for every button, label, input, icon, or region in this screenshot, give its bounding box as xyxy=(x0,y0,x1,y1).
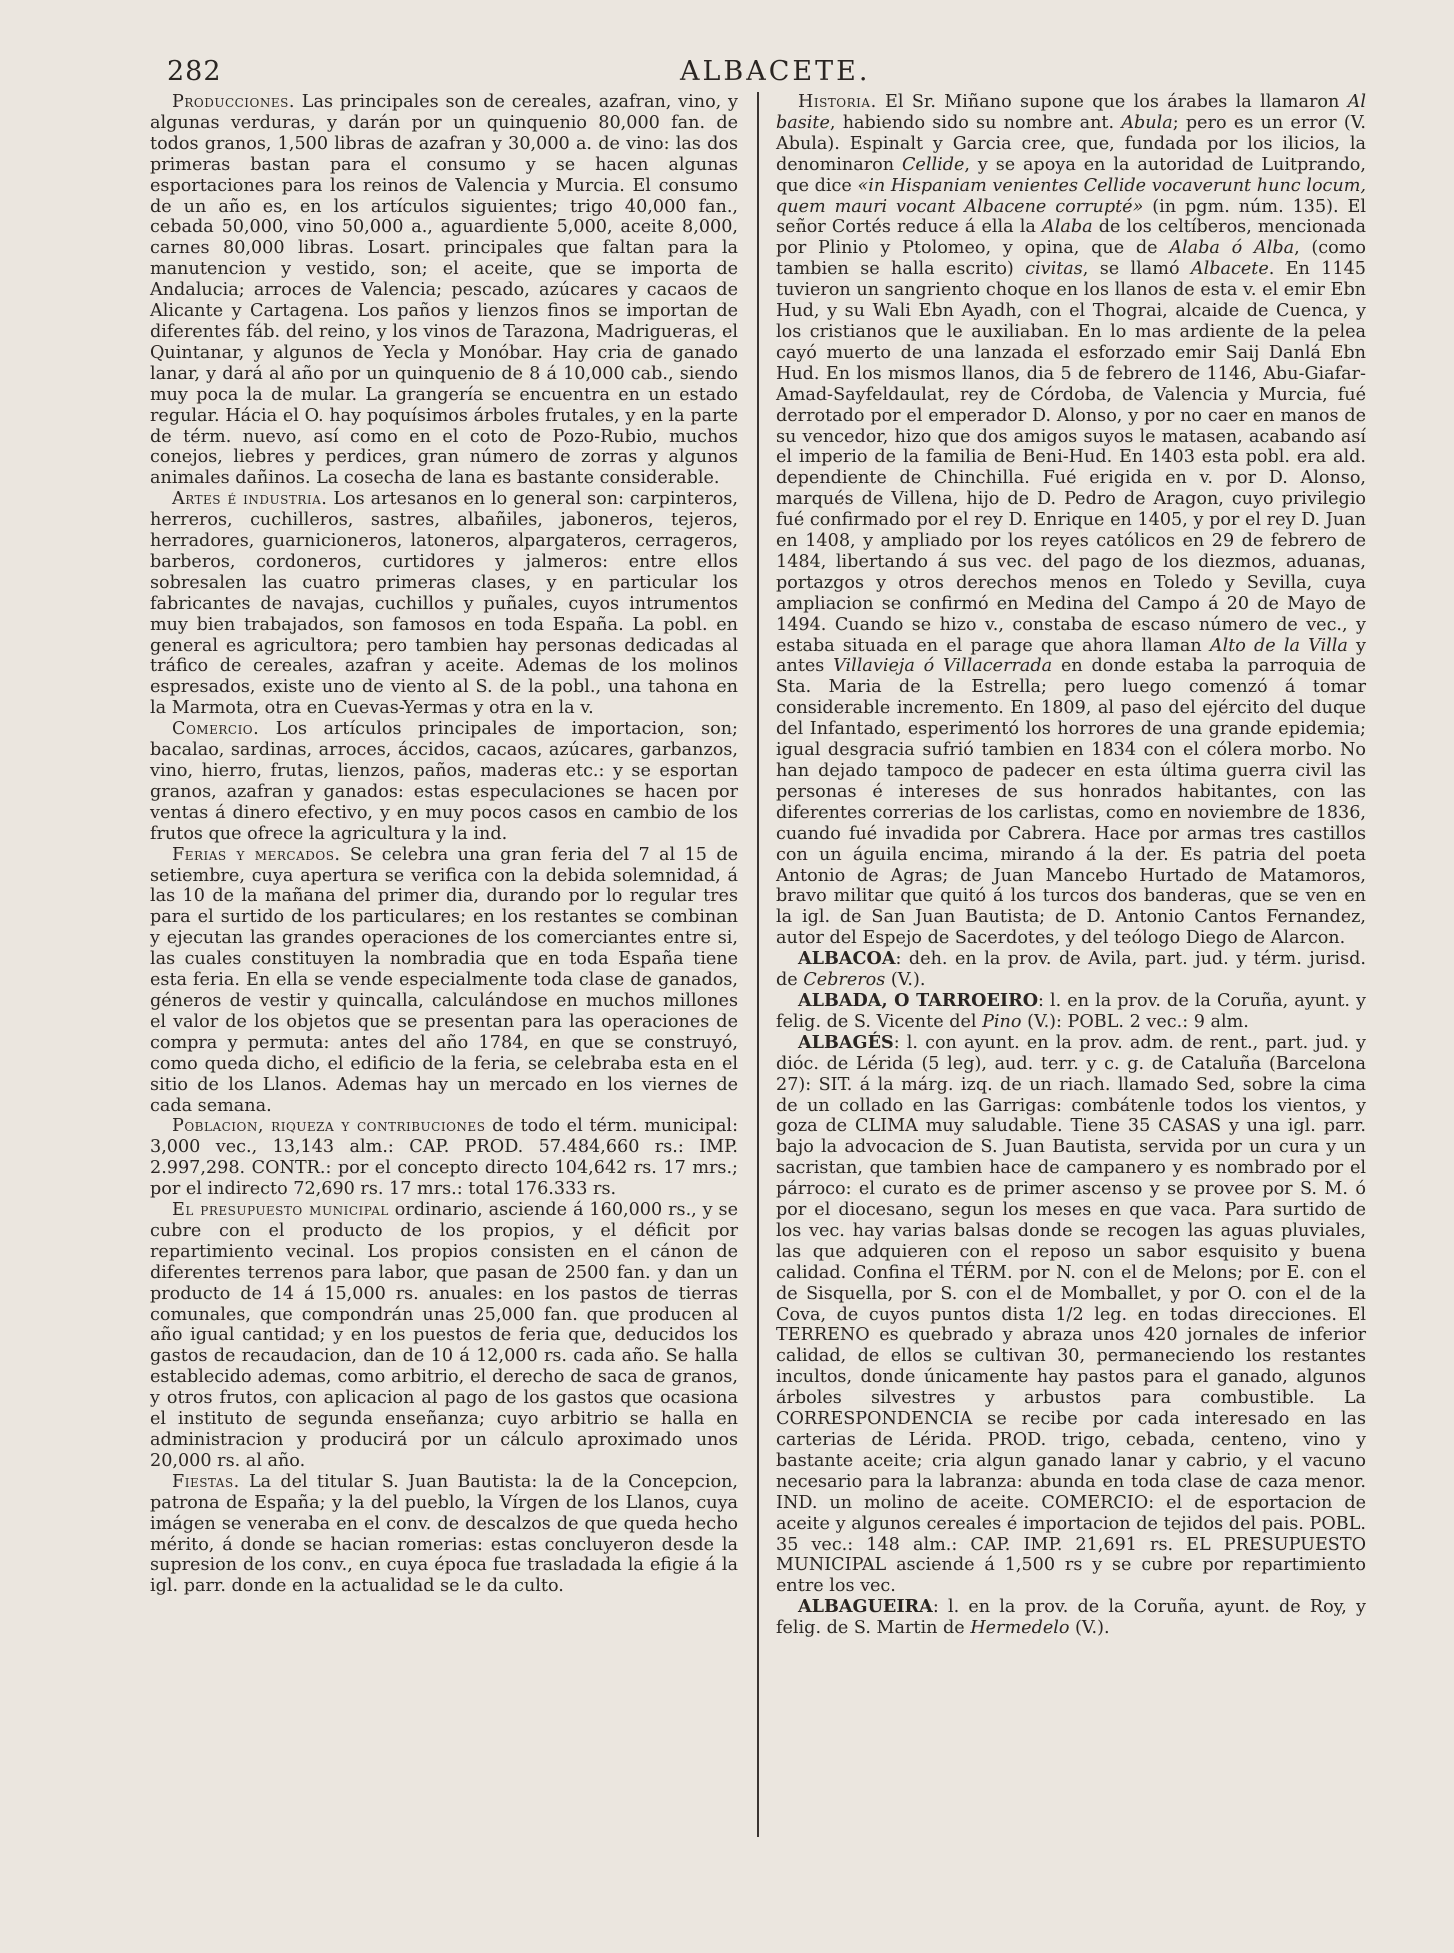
section-historia xyxy=(776,92,1366,949)
left-column xyxy=(150,92,738,1597)
section-heading: El presupuesto municipal xyxy=(172,1200,389,1221)
entry-headword: ALBAGUEIRA xyxy=(798,1596,933,1618)
section-heading: Fiestas. xyxy=(172,1471,240,1492)
text-run: , habiendo sido su nombre ant. xyxy=(829,112,1122,133)
italic-run: Alaba xyxy=(1042,217,1093,238)
text-run: ; pero es un error (V. Abula). Espinalt y Garcia cree, que, fundada por los ilicios, la denominaron xyxy=(776,112,1366,175)
section-producciones xyxy=(150,92,738,489)
entry-albagueira xyxy=(776,1597,1366,1639)
entry-headword: ALBACOA xyxy=(798,948,896,970)
page-title: ALBACETE. xyxy=(680,56,871,87)
section-comercio xyxy=(150,719,738,844)
text-run: y antes xyxy=(776,635,1366,677)
italic-run: Alaba ó Alba xyxy=(1169,238,1295,259)
italic-run: civitas xyxy=(1025,259,1083,280)
italic-run: Villavieja ó Villacerrada xyxy=(833,656,1053,677)
text-run: , y se apoya en la autoridad de Luitprando, que dice xyxy=(776,154,1366,196)
text-run: . En 1145 tuvieron un sangriento choque en los llanos de esta v. el emir Ebn Hud, y su Wali Ebn Ayadh, con el Thograi, alcaide de Cuenca, y los cristianos que le auxiliaban. En lo mas ardiente de la pelea cayó muerto de una lanzada el esforzado emir Saij Danlá Ebn Hud. En los mismos llanos, dia 5 de febrero de 1146, Abu-Giafar-Amad-Sayfeldaulat, rey de Córdoba, de Valencia y Murcia, fué derrotado por el emperador D. Alonso, y por no caer en manos de su vencedor, hizo que dos amigos suyos le matasen, acabando así el imperio de la familia de Beni-Hud. En 1403 esta pobl. era ald. dependiente de Chinchilla. Fué erigida en v. por D. Alonso, marqués de Villena, hijo de D. Pedro de Aragon, cuyo privilegio fué confirmado por el rey D. Enrique en 1405, y por el rey D. Juan en 1408, y ampliado por los reyes católicos en 29 de febrero de 1484, libertando á sus vec. del pago de los diezmos, aduanas, portazgos y otros derechos menos en Toledo y Sevilla, cuya ampliacion se confirmó en Medina del Campo á 20 de Mayo de 1494. Cuando se hizo v., constaba de escaso número de vec., y estaba situada en el parage que ahora llaman xyxy=(776,259,1366,656)
section-text: Los artesanos en lo general son: carpinteros, herreros, cuchilleros, sastres, albañiles, jaboneros, tejeros, herradores, guarnicioneros, latoneros, alpargateros, cerrageros, barberos, cordoneros, curtidores y jalmeros: entre ellos sobresalen las cuatro primeras clases, y en particular los fabricantes de navajas, cuchillos y puñales, cuyos intrumentos muy bien trabajados, son famosos en toda España. La pobl. en general es agricultora; pero tambien hay personas dedicadas al tráfico de cereales, azafran y aceite. Ademas de los molinos espresados, existe uno de viento al S. de la pobl., una tahona en la Marmota, otra en Cuevas-Yermas y otra en la v. xyxy=(150,489,738,719)
right-column xyxy=(776,92,1366,1639)
section-text: Se celebra una gran feria del 7 al 15 de setiembre, cuya apertura se verifica con la debida solemnidad, á las 10 de la mañana del primer dia, durando por lo regular tres para el surtido de los particulares; en los restantes se combinan y ejecutan las grandes operaciones de los comerciantes entre si, las cuales constituyen la nombradia que en toda España tiene esta feria. En ella se vende especialmente toda clase de ganados, géneros de vestir y quincalla, calculándose en muchos millones el valor de los objetos que se presentan para las operaciones de compra y permuta: antes del año 1784, en que se construyó, como queda dicho, el edificio de la feria, se celebraba esta en el sitio de los Llanos. Ademas hay un mercado en los viernes de cada semana. xyxy=(150,844,738,1116)
text-run: : l. con ayunt. en la prov. adm. de rent., part. jud. y dióc. de Lérida (5 leg), aud. terr. y c. g. de Cataluña (Barcelona 27): SIT. á la márg. izq. de un riach. llamado Sed, sobre la cima de un collado en las Garrigas: combátenle todos los vientos, y goza de CLIMA muy saludable. Tiene 35 CASAS y una igl. parr. bajo la advocacion de S. Juan Bautista, servida por un cura y un sacristan, que tambien hace de campanero y es nombrado por el párroco: el curato es de primer ascenso y se provee por S. M. ó por el diocesano, segun los meses en que vaca. Para surtido de los vec. hay varias balsas donde se recogen las aguas pluviales, las que adquieren con el reposo un sabor esquisito y buena calidad. Confina el TÉRM. por N. con el de Melons; por E. con el de Sisquella, por S. con el de Momballet, y por O. con el de la Cova, de cuyos puntos dista 1/2 leg. en todas direcciones. El TERRENO es quebrado y abraza unos 420 jornales de inferior calidad, de ellos se cultivan 30, permaneciendo los restantes incultos, donde únicamente hay pastos para el ganado, algunos árboles silvestres y arbustos para combustible. La CORRESPONDENCIA se recibe por cada interesado en las carterias de Lérida. PROD. trigo, cebada, centeno, vino y bastante aceite; cria algun ganado lanar y cabrio, y el vacuno necesario para la labranza: abunda en toda clase de caza menor. IND. un molino de aceite. COMERCIO: el de esportacion de aceite y algunos cereales é importacion de tejidos del pais. POBL. 35 vec.: 148 alm.: CAP. IMP. 21,691 rs. EL PRESUPUESTO MUNICIPAL asciende á 1,500 rs y se cubre por repartimiento entre los vec. xyxy=(776,1032,1366,1597)
entry-albada xyxy=(776,991,1366,1033)
text-run: (V.): POBL. 2 vec.: 9 alm. xyxy=(1021,1011,1249,1032)
italic-run: Cellide xyxy=(901,154,965,175)
text-run: , se llamó xyxy=(1082,259,1191,280)
italic-run: Cebreros xyxy=(803,970,886,991)
text-run: : deh. en la prov. de Avila, part. jud. y térm. jurisd. de xyxy=(776,949,1366,991)
section-ferias-mercados xyxy=(150,845,738,1117)
italic-run: Albacete xyxy=(1190,259,1269,280)
section-poblacion xyxy=(150,1116,738,1200)
section-text: de todo el térm. municipal: 3,000 vec., 13,143 alm.: CAP. PROD. 57.484,660 rs.: IMP. 2.997,298. CONTR.: por el concepto directo 104,642 rs. 17 mrs.; por el indirecto 72,690 rs. 17 mrs.: total 176.333 rs. xyxy=(150,1116,738,1200)
italic-run: «in Hispaniam venientes Cellide vocaverunt hunc locum, quem mauri vocant Albacene corrupté» xyxy=(776,175,1366,217)
section-heading: Producciones. xyxy=(172,92,295,112)
section-text: La del titular S. Juan Bautista: la de la Concepcion, patrona de España; y la del pueblo, la Vírgen de los Llanos, cuya imágen se veneraba en el conv. de descalzos de que queda hecho mérito, á donde se hacian romerias: estas concluyeron desde la supresion de los conv., en cuya época fue trasladada la efigie á la igl. parr. donde en la actualidad se le da culto. xyxy=(150,1471,738,1597)
section-fiestas xyxy=(150,1472,738,1597)
section-heading: Poblacion, riqueza y contribuciones xyxy=(172,1116,486,1137)
italic-run: Hermedelo xyxy=(970,1618,1070,1639)
entry-albacoa xyxy=(776,949,1366,991)
italic-run: Alto de la Villa xyxy=(1209,635,1348,656)
text-run: , (como tambien se halla escrito) xyxy=(776,238,1367,280)
text-run: de los celtíberos, mencionada por Plinio y Ptolomeo, y opina, que de xyxy=(776,217,1366,259)
section-artes-industria xyxy=(150,489,738,719)
section-heading: Artes é industria. xyxy=(172,489,328,510)
entry-albages xyxy=(776,1033,1366,1597)
section-text: Los artículos principales de importacion, son; bacalao, sardinas, arroces, áccidos, cacaos, azúcares, garbanzos, vino, hierro, frutas, lienzos, paños, maderas etc.: y se esportan granos, azafran y ganados: estas especulaciones se hacen por ventas á dinero efectivo, y en muy pocos casos en cambio de los frutos que ofrece la agricultura y la ind. xyxy=(150,719,738,844)
section-text: Las principales son de cereales, azafran, vino, y algunas verduras, y darán por un quinquenio 80,000 fan. de todos granos, 1,500 libras de azafran y 30,000 a. de vino: las dos primeras bastan para el consumo y se hacen algunas esportaciones para los reinos de Valencia y Murcia. El consumo de un año es, en los artículos siguientes; trigo 40,000 fan., cebada 50,000, vino 50,000 a., aguardiente 5,000, aceite 8,000, carnes 80,000 libras. Losart. principales que faltan para la manutencion y vestido, son; el aceite, que se importa de Andalucia; arroces de Valencia; pescado, azúcares y cacaos de Alicante y Cartagena. Los paños y lienzos finos se importan de diferentes fáb. del reino, y los vinos de Tarazona, Madrigueras, el Quintanar, y algunos de Yecla y Monóbar. Hay cria de ganado lanar, y dará al año por un quinquenio de 8 á 10,000 cab., siendo muy poca la de mular. La grangería se encuentra en un estado regular. Hácia el O. hay poquísimos árboles frutales, y en la parte de térm. nuevo, así como en el coto de Pozo-Rubio, muchos conejos, liebres y perdices, gran número de zorras y algunos animales dañinos. La cosecha de lana es bastante considerable. xyxy=(150,92,738,489)
section-presupuesto xyxy=(150,1200,738,1472)
page-number: 282 xyxy=(167,56,222,87)
text-run: (V.). xyxy=(1069,1618,1110,1639)
section-heading: Historia. xyxy=(798,92,877,112)
text-run: : l. en la prov. de la Coruña, ayunt. y felig. de S. Vicente del xyxy=(776,990,1366,1032)
entry-headword: ALBAGÉS xyxy=(798,1031,894,1053)
italic-run: Pino xyxy=(982,1011,1022,1032)
text-run: (V.). xyxy=(885,970,926,991)
column-divider xyxy=(757,92,759,1837)
text-run: (in pgm. núm. 135). El señor Cortés reduce á ella la xyxy=(776,196,1366,238)
italic-run: Al basite xyxy=(776,92,1366,133)
section-text: ordinario, asciende á 160,000 rs., y se cubre con el producto de los propios, y el déficit por repartimiento vecinal. Los propios consisten en el cánon de diferentes terrenos para labor, que pasan de 2500 fan. y dan un producto de 14 á 15,000 rs. anuales: en los pastos de tierras comunales, que compondrán unas 25,000 fan. que producen al año igual cantidad; y en los puestos de feria que, deducidos los gastos de recaudacion, dan de 10 á 12,000 rs. cada año. Se halla establecido ademas, como arbitrio, el derecho de saca de granos, y otros frutos, con aplicacion al pago de los gastos que ocasiona el instituto de segunda enseñanza; cuyo arbitrio se halla en administracion y producirá por un cálculo aproximado unos 20,000 rs. al año. xyxy=(150,1200,738,1471)
text-run: en donde estaba la parroquia de Sta. Maria de la Estrella; pero luego comenzó á tomar considerable incremento. En 1809, al paso del ejército del duque del Infantado, esperimentó los horrores de una grande epidemia; igual desgracia sufrió tambien en 1834 con el cólera morbo. No han dejado tampoco de padecer en esta última guerra civil las personas é intereses de sus honrados habitantes, con las diferentes correrias de los carlistas, como en noviembre de 1836, cuando fué invadida por Cabrera. Hace por armas tres castillos con un águila encima, mirando á la der. Es patria del poeta Antonio de Agras; de Juan Mancebo Hurtado de Matamoros, bravo militar que quitó á los turcos dos banderas, que se ven en la igl. de San Juan Bautista; de D. Antonio Cantos Fernandez, autor del Espejo de Sacerdotes, y del teólogo Diego de Alarcon. xyxy=(776,656,1366,949)
text-run: : l. en la prov. de la Coruña, ayunt. de Roy, y felig. de S. Martin de xyxy=(776,1597,1366,1639)
section-heading: Ferias y mercados. xyxy=(172,844,341,865)
text-run: El Sr. Miñano supone que los árabes la llamaron xyxy=(876,92,1348,112)
italic-run: Abula xyxy=(1121,112,1173,133)
entry-headword: ALBADA, O TARROEIRO xyxy=(798,989,1039,1011)
section-heading: Comercio. xyxy=(172,719,260,740)
